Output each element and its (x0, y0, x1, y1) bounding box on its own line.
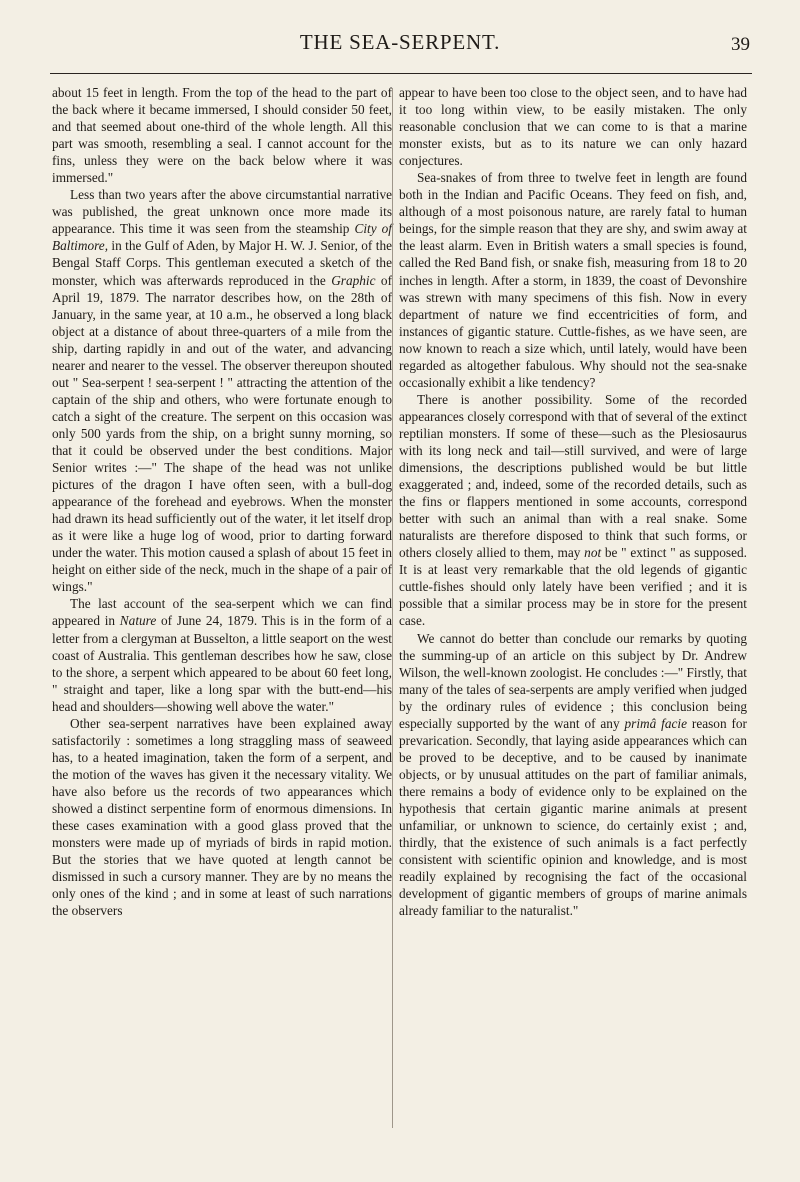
header-rule (50, 73, 752, 74)
paragraph: Other sea-serpent narratives have been explained away satisfactorily : sometimes a long straggling mass of seaweed has, to a heated imagination, taken the form of a serpent, and the motion of the waves has given it the necessary vitality. We have also before us the records of two appearances which showed a distinct serpentine form of enormous dimensions. In these cases examination with a good glass proved that the monsters were made up of myriads of birds in rapid motion. But the stories that we have quoted at length cannot be dismissed in such a cursory manner. They are by no means the only ones of the kind ; and in some at least of such narrations the observers (52, 715, 392, 919)
paragraph-text: in the Gulf of Aden, by Major H. W. J. Senior, of the Bengal Staff Corps. This gentleman executed a sketch of the monster, which was afterwards reproduced in the (52, 238, 392, 288)
page-number: 39 (731, 34, 750, 55)
running-head: THE SEA-SERPENT. (299, 30, 501, 54)
right-column (399, 84, 747, 919)
paragraph-text: of April 19, 1879. The narrator describes how, on the 28th of January, in the same year, at 10 a.m., he observed a long black object at a distance of about three-quarters of a mile from the ship, darting rapidly in and out of the water, and advancing nearer and nearer to the vessel. The observer thereupon shouted out " Sea-serpent ! sea-serpent ! " attracting the attention of the captain of the ship and others, who were fortunate enough to catch a sight of the creature. The serpent on this occasion was only 500 yards from the ship, on a bright sunny morning, so that it could be observed under the best conditions. Major Senior writes :—" The shape of the head was not unlike pictures of the dragon I have often seen, with a bull-dog appearance of the forehead and eyebrows. When the monster had drawn its head sufficiently out of the water, it let itself drop as it were like a huge log of wood, prior to darting forward under the water. This motion caused a splash of about 15 feet in height on either side of the neck, much in the shape of a pair of wings." (52, 272, 393, 595)
paragraph-text: The last account of the sea-serpent which we can find appeared in (52, 596, 392, 629)
latin-phrase: primâ facie (624, 715, 687, 731)
paragraph-text: We cannot do better than conclude our remarks by quoting the summing-up of an article on this subject by Dr. Andrew Wilson, the well-known zoologist. He concludes :—" Firstly, that many of the tales of sea-serpents are amply verified when judged by the ordinary rules of evidence ; this conclusion being especially supported by the want of any (399, 630, 747, 731)
paragraph (399, 391, 747, 630)
journal-name: Graphic (331, 272, 376, 288)
ship-name: City of Baltimore, (52, 221, 392, 254)
paragraph: appear to have been too close to the object seen, and to have had it too long within view, to be easily mistaken. The only reasonable conclusion that we can come to is that a marine monster exists, but as to its nature we can only hazard conjectures. (399, 85, 747, 169)
paragraph: about 15 feet in length. From the top of the head to the part of the back where it became immersed, I should consider 50 feet, and that seemed about one-third of the whole length. All this part was smooth, resembling a seal. I cannot account for the fins, unless they were on the back below where it was immersed." (52, 85, 392, 186)
column-divider (392, 88, 393, 1128)
paragraph (399, 630, 747, 920)
journal-name: Nature (119, 613, 157, 629)
paragraph (52, 186, 392, 595)
paragraph-text: Less than two years after the above circumstantial narrative was published, the great unknown once more made its appearance. This time it was seen from the steamship (52, 187, 392, 237)
paragraph (52, 595, 392, 714)
paragraph-text: be " extinct " as supposed. It is at least very remarkable that the old legends of gigantic cuttle-fishes should only lately have been verified ; and it is possible that a similar process may be in store for the present case. (399, 545, 747, 629)
paragraph-text: reason for prevarication. Secondly, that laying aside appearances which can be proved to be deceptive, and to be caused by inanimate objects, or by unusual attitudes on the part of familiar animals, there remains a body of evidence only to be explained on the hypothesis that certain gigantic marine animals at present unfamiliar, or unknown to science, do certainly exist ; and, thirdly, that the existence of such animals is a fact perfectly consistent with scientific opinion and knowledge, and is most readily explained by recognising the fact of the occasional development of gigantic members of groups of marine animals already familiar to the naturalist." (399, 715, 747, 919)
page-header (40, 28, 760, 68)
left-column (52, 84, 392, 919)
paragraph-text: There is another possibility. Some of the recorded appearances closely correspond with that of several of the extinct reptilian monsters. If some of these—such as the Plesiosaurus with its long neck and tail—still survived, and were of large dimensions, the descriptions published would be but little exaggerated ; and, indeed, some of the recorded details, such as the fins or flappers mentioned in some accounts, correspond better with such an animal than with a real snake. Some naturalists are therefore disposed to think that such forms, or others closely allied to them, may (399, 391, 747, 561)
paragraph: Sea-snakes of from three to twelve feet in length are found both in the Indian and Pacific Oceans. They feed on fish, and, although of a most poisonous nature, are rarely fatal to human beings, for the simple reason that they are shy, and swim away at the least alarm. Even in British waters a small species is found, called the Red Band fish, or snake fish, measuring from 18 to 20 inches in length. After a storm, in 1839, the coast of Devonshire was strewn with many specimens of this fish. Now in every department of nature we find eccentricities of form, and instances of gigantic stature. Cuttle-fishes, as we have seen, are now known to reach a size which, until lately, would have been regarded as altogether fabulous. Why should not the sea-snake occasionally exhibit a like tendency? (399, 170, 747, 390)
paragraph-text: of June 24, 1879. This is in the form of a letter from a clergyman at Busselton, a little seaport on the west coast of Australia. This gentleman describes how he saw, close to the shore, a serpent which appeared to be about 60 feet long, " straight and taper, like a long spar with the butt-end—his head and shoulders—showing well above the water." (52, 613, 392, 714)
emphasis: not (584, 545, 602, 561)
